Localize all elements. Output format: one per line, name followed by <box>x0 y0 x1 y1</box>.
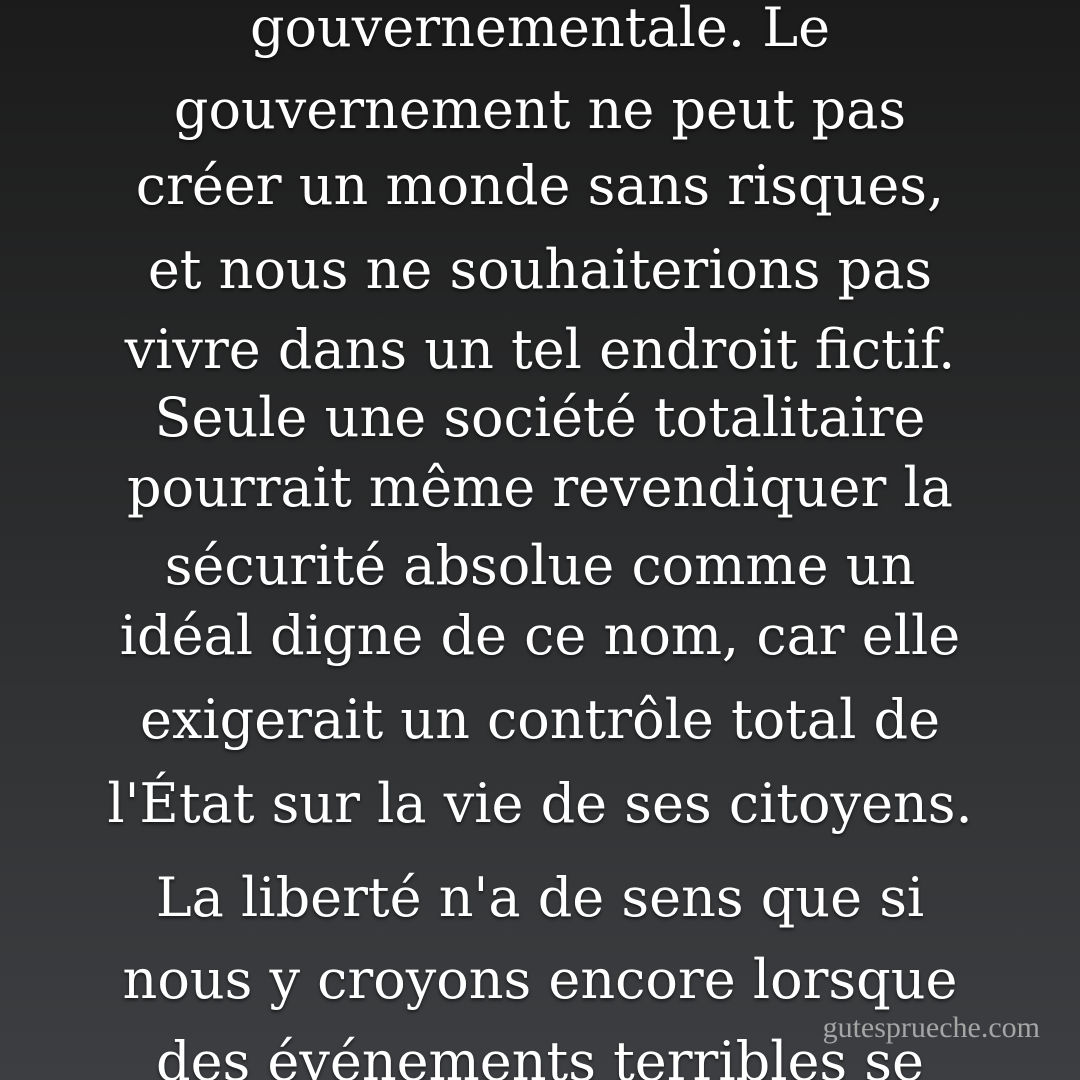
quote-line: nous y croyons encore lorsque <box>122 948 958 1011</box>
quote-line: exigerait un contrôle total de <box>139 688 941 751</box>
quote-line: des événements terribles se <box>156 1030 924 1080</box>
quote-line: et nous ne souhaiterions pas <box>147 238 933 301</box>
quote-line: pourrait même revendiquer la <box>127 456 953 519</box>
watermark: gutesprueche.com <box>822 1011 1040 1044</box>
quote-line: La liberté n'a de sens que si <box>155 866 925 929</box>
quote-line: Seule une société totalitaire <box>154 386 926 449</box>
quote-line: l'État sur la vie de ses citoyens. <box>107 772 973 835</box>
quote-line: créer un monde sans risques, <box>135 154 945 217</box>
quote-line: gouvernementale. Le <box>249 0 831 59</box>
quote-line: gouvernement ne peut pas <box>173 78 907 141</box>
quote-line: vivre dans un tel endroit fictif. <box>124 318 956 381</box>
quote-line: idéal digne de ce nom, car elle <box>119 604 961 667</box>
quote-line: sécurité absolue comme un <box>164 534 916 597</box>
